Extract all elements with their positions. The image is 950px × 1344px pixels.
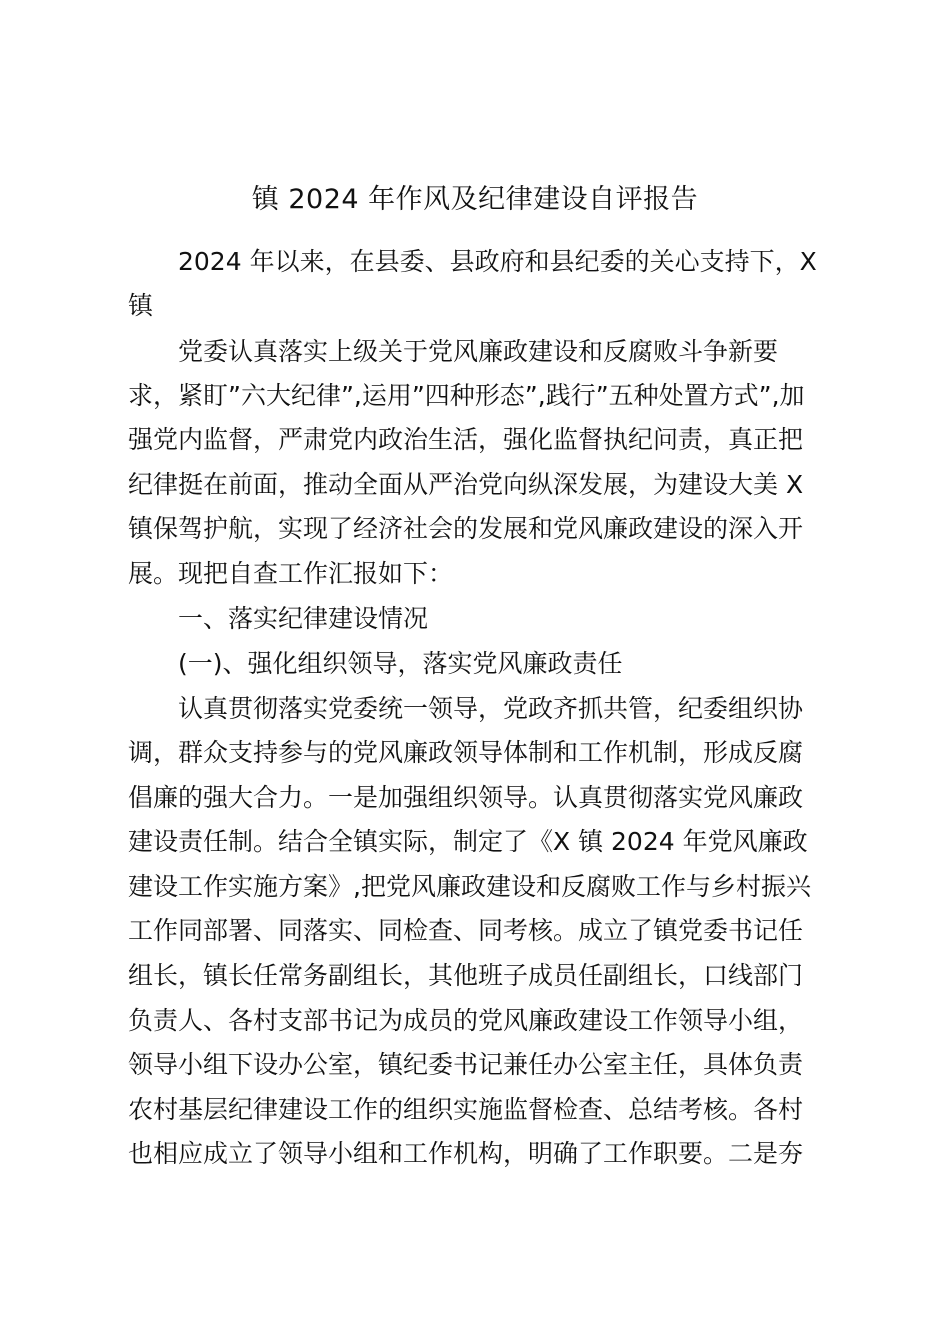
paragraph-line: 农村基层纪律建设工作的组织实施监督检查、总结考核。各村 bbox=[128, 1095, 804, 1124]
paragraph-line: 倡廉的强大合力。一是加强组织领导。认真贯彻落实党风廉政 bbox=[128, 783, 804, 812]
section-heading: 一、落实纪律建设情况 bbox=[178, 604, 429, 633]
paragraph-line: 纪律挺在前面，推动全面从严治党向纵深发展，为建设大美 X bbox=[128, 470, 804, 499]
paragraph-line: 党委认真落实上级关于党风廉政建设和反腐败斗争新要 bbox=[178, 337, 779, 366]
paragraph-line: 组长，镇长任常务副组长，其他班子成员任副组长，口线部门 bbox=[128, 961, 804, 990]
paragraph-line: 负责人、各村支部书记为成员的党风廉政建设工作领导小组， bbox=[128, 1006, 804, 1035]
paragraph-line: 也相应成立了领导小组和工作机构，明确了工作职要。二是夯 bbox=[128, 1139, 804, 1168]
paragraph-line: 工作同部署、同落实、同检查、同考核。成立了镇党委书记任 bbox=[128, 916, 804, 945]
paragraph-line: 调，群众支持参与的党风廉政领导体制和工作机制，形成反腐 bbox=[128, 738, 804, 767]
paragraph-line: 建设工作实施方案》,把党风廉政建设和反腐败工作与乡村振兴 bbox=[128, 872, 811, 901]
document-title: 镇 2024 年作风及纪律建设自评报告 bbox=[251, 184, 699, 215]
paragraph-line: 领导小组下设办公室，镇纪委书记兼任办公室主任，具体负责 bbox=[128, 1050, 804, 1079]
paragraph-line: 2024 年以来，在县委、县政府和县纪委的关心支持下，X bbox=[178, 247, 817, 276]
paragraph-line: 强党内监督，严肃党内政治生活，强化监督执纪问责，真正把 bbox=[128, 425, 804, 454]
paragraph-line: 镇保驾护航，实现了经济社会的发展和党风廉政建设的深入开 bbox=[128, 514, 804, 543]
subsection-heading: (一)、强化组织领导，落实党风廉政责任 bbox=[178, 649, 623, 678]
paragraph-line: 展。现把自查工作汇报如下： bbox=[128, 559, 454, 588]
paragraph-line: 认真贯彻落实党委统一领导，党政齐抓共管，纪委组织协 bbox=[178, 694, 804, 723]
paragraph-line: 求，紧盯”六大纪律”,运用”四种形态”,践行”五种处置方式”,加 bbox=[128, 381, 805, 410]
paragraph-line: 镇 bbox=[128, 291, 154, 320]
paragraph-line: 建设责任制。结合全镇实际，制定了《X 镇 2024 年党风廉政 bbox=[128, 827, 808, 856]
